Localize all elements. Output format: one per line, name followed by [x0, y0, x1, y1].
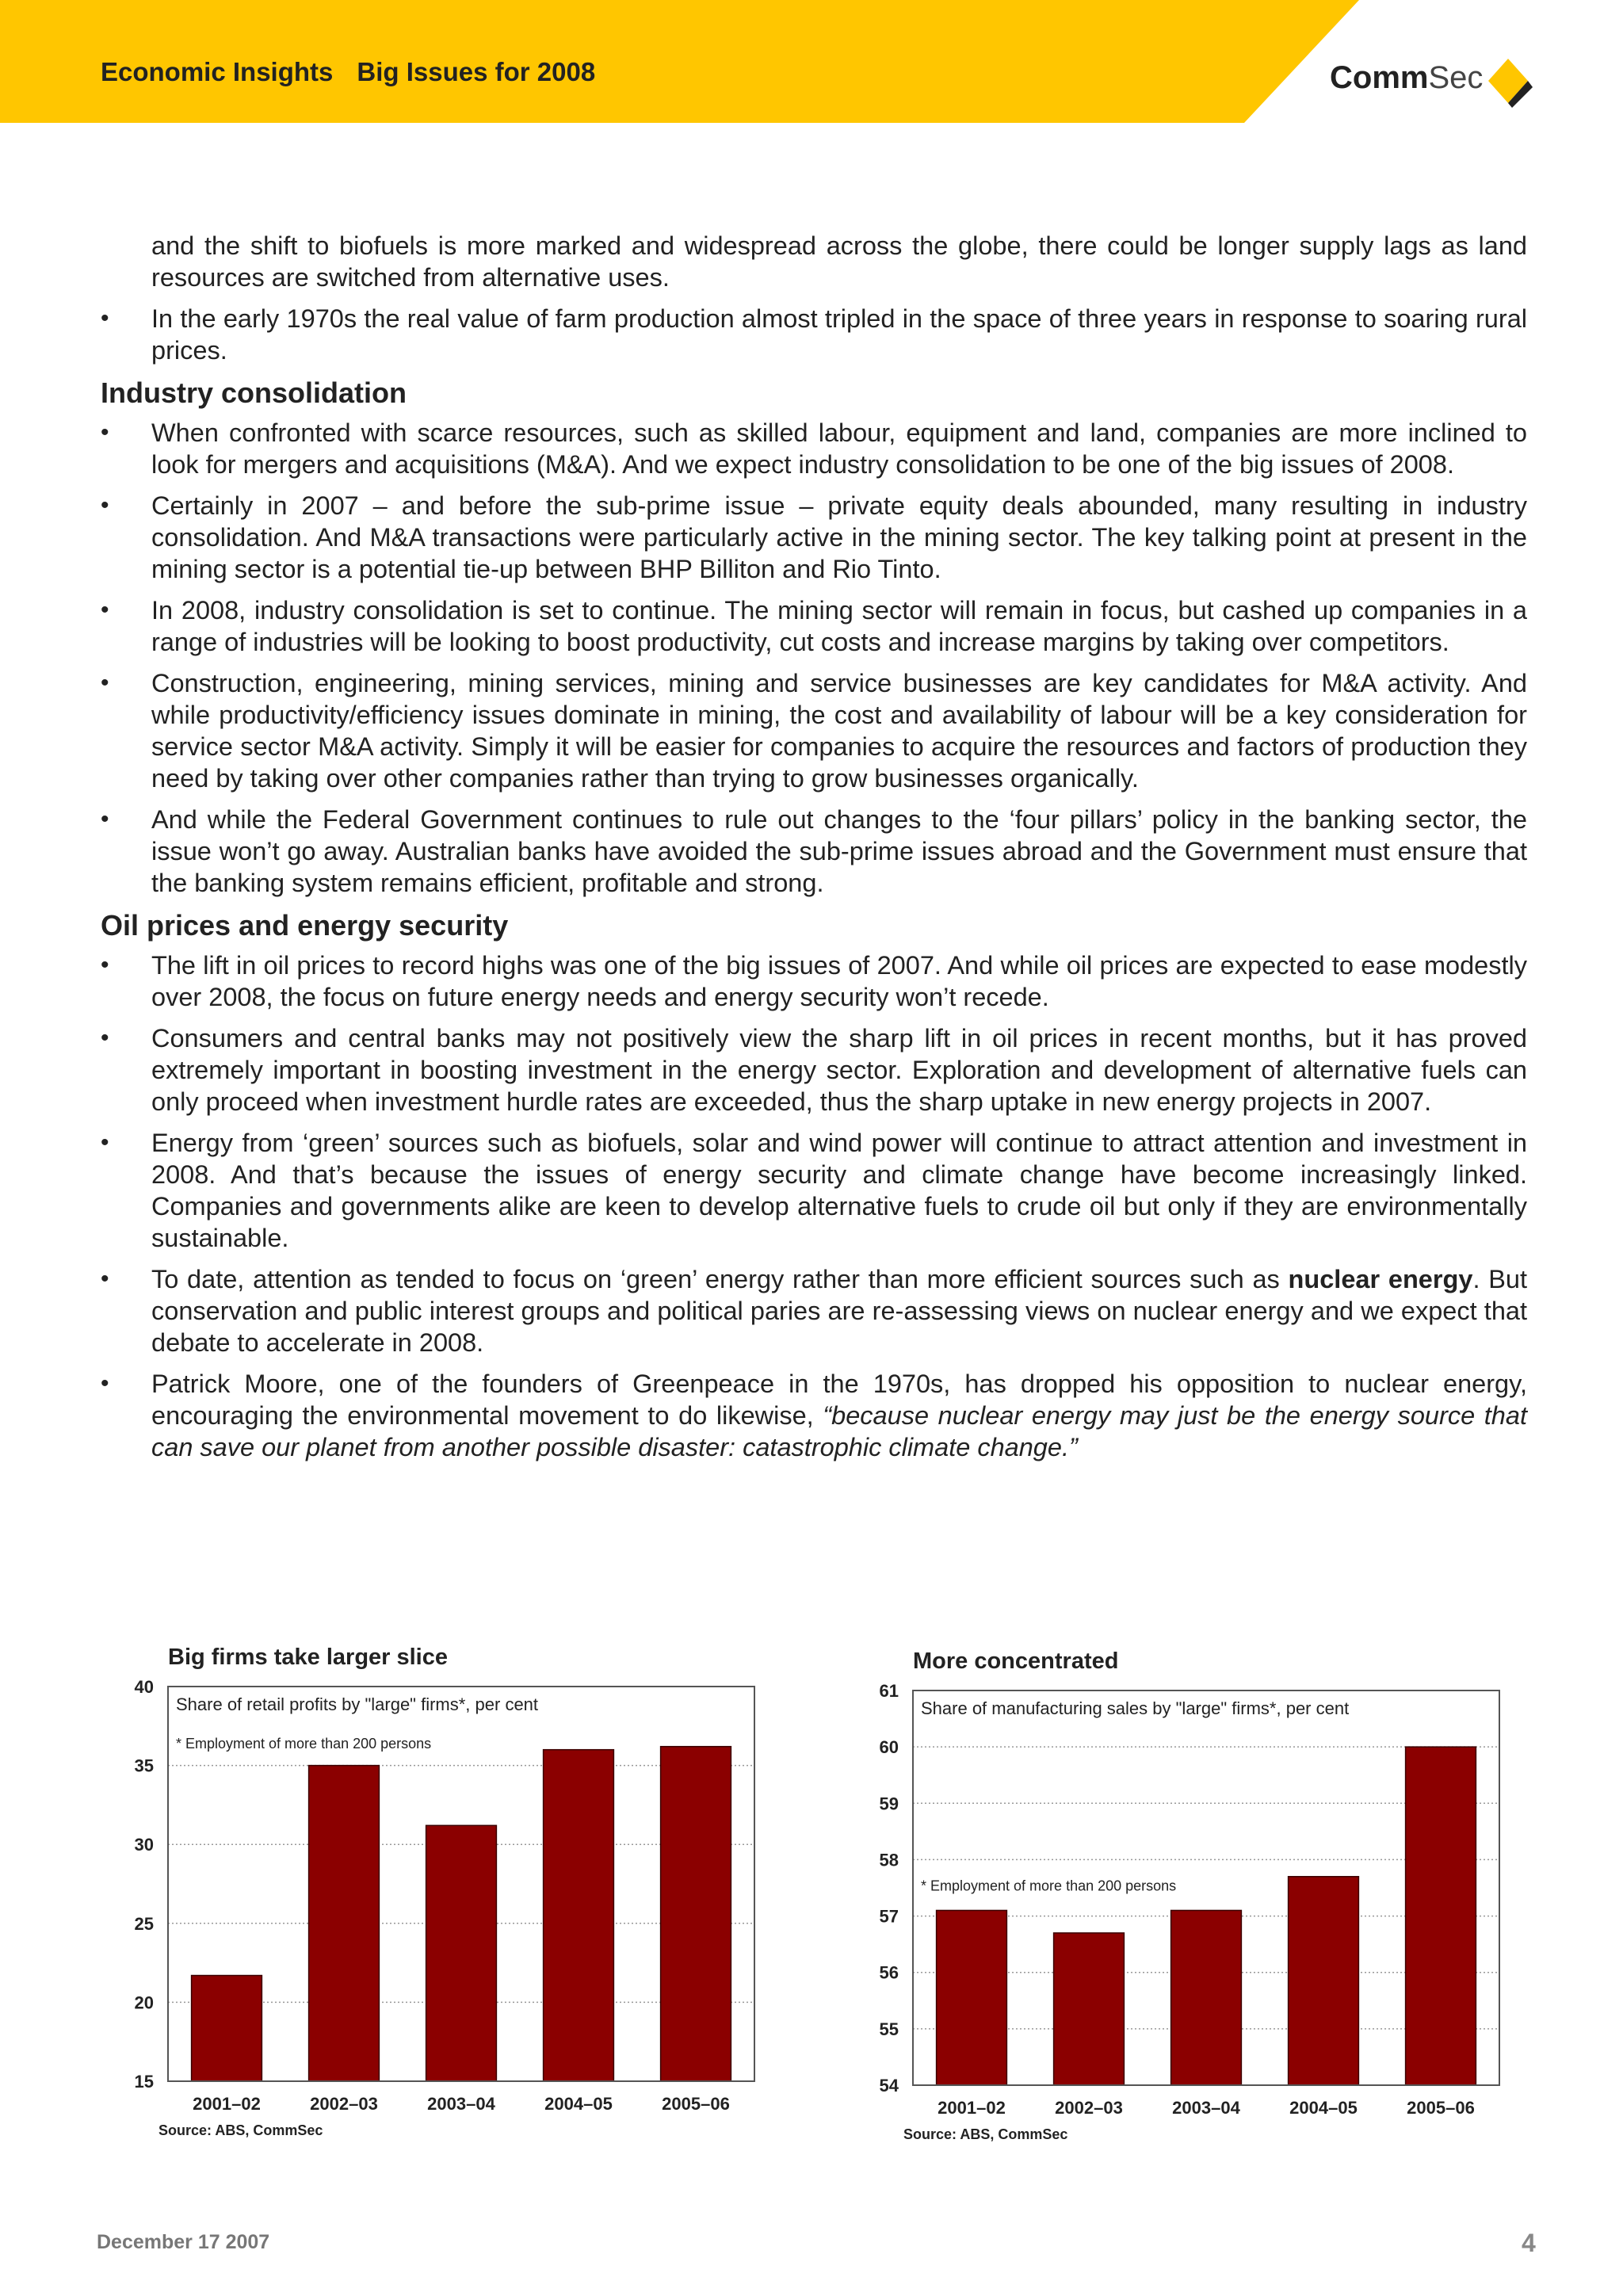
- chart-footnote: * Employment of more than 200 persons: [176, 1736, 432, 1752]
- list-item: • To date, attention as tended to focus on ‘green’ energy rather than more efficient sources such as nuclear energy. But conservation and public interest groups and political paries are re-assessing views on nuclear energy and we expect that debate to accelerate in 2008.: [101, 1265, 1527, 1357]
- chart-subtitle: Share of manufacturing sales by "large" firms*, per cent: [921, 1698, 1350, 1718]
- x-tick-label: 2002–03: [1055, 2098, 1123, 2118]
- x-tick-label: 2004–05: [1289, 2098, 1358, 2118]
- list-item: • Consumers and central banks may not positively view the sharp lift in oil prices in recent months, but it has proved extremely important in boosting investment in the energy sector. Exploration and development of alternative fuels can only proceed when investment hurdle rates are exceeded, thus the sharp uptake in new energy projects in 2007.: [101, 1024, 1527, 1116]
- bar: [1171, 1910, 1242, 2085]
- bar: [192, 1976, 262, 2081]
- list-item: • And while the Federal Government continues to rule out changes to the ‘four pillars’ policy in the banking sector, the issue won’t go away. Australian banks have avoided the sub-prime issues abroad and the Government must ensure that the banking system remains efficient, profitable and strong.: [101, 805, 1527, 897]
- chart-retail-profits: [119, 1641, 769, 2152]
- chart-title: Big firms take larger slice: [168, 1645, 448, 1670]
- bar: [544, 1750, 614, 2081]
- list-item: • In the early 1970s the real value of farm production almost tripled in the space of three years in response to soaring rural prices.: [101, 304, 1527, 365]
- x-tick-label: 2001–02: [193, 2094, 261, 2114]
- header-section: Economic Insights: [101, 57, 334, 86]
- chart-title: More concentrated: [913, 1648, 1119, 1674]
- list-item: • The lift in oil prices to record highs was one of the big issues of 2007. And while oil prices are expected to ease modestly over 2008, the focus on future energy needs and energy security won’t recede.: [101, 951, 1527, 1011]
- commsec-diamond-icon: [1480, 55, 1536, 111]
- x-tick-label: 2005–06: [1407, 2098, 1475, 2118]
- x-tick-label: 2004–05: [544, 2094, 613, 2114]
- y-tick-label: 35: [134, 1755, 154, 1776]
- y-tick-label: 58: [879, 1850, 899, 1870]
- bar: [1406, 1747, 1476, 2085]
- y-tick-label: 15: [134, 2072, 154, 2092]
- y-tick-label: 25: [134, 1913, 154, 1934]
- x-tick-label: 2002–03: [310, 2094, 378, 2114]
- header-title: [101, 57, 595, 87]
- y-tick-label: 20: [134, 1992, 154, 2013]
- chart-source: Source: ABS, CommSec: [903, 2126, 1068, 2142]
- section-heading-industry: Industry consolidation: [101, 376, 407, 409]
- chart-retail-profits-svg: [119, 1641, 769, 2148]
- bar: [309, 1766, 380, 2081]
- y-tick-label: 61: [879, 1681, 899, 1701]
- y-tick-label: 57: [879, 1906, 899, 1927]
- list-item: • Patrick Moore, one of the founders of Greenpeace in the 1970s, has dropped his opposition to nuclear energy, encouraging the environmental movement to do likewise, “because nuclear energy may just be the energy source that can save our planet from another possible disaster: catastrophic climate change.”: [101, 1370, 1527, 1461]
- chart-manufacturing-sales-svg: [864, 1645, 1522, 2152]
- bar: [426, 1825, 497, 2081]
- page-number: 4: [1522, 2229, 1536, 2257]
- y-tick-label: 40: [134, 1677, 154, 1697]
- y-tick-label: 30: [134, 1835, 154, 1855]
- footer-date: December 17 2007: [97, 2231, 270, 2253]
- list-item: • In 2008, industry consolidation is set to continue. The mining sector will remain in focus, but cashed up companies in a range of industries will be looking to boost productivity, cut costs and increase margins by taking over competitors.: [101, 596, 1527, 656]
- x-tick-label: 2003–04: [1172, 2098, 1240, 2118]
- bar: [937, 1910, 1007, 2085]
- y-tick-label: 59: [879, 1794, 899, 1814]
- bar: [661, 1747, 731, 2081]
- header-doc-title: Big Issues for 2008: [357, 57, 596, 86]
- x-tick-label: 2005–06: [662, 2094, 730, 2114]
- y-tick-label: 56: [879, 1962, 899, 1983]
- y-tick-label: 55: [879, 2019, 899, 2039]
- x-tick-label: 2001–02: [938, 2098, 1006, 2118]
- section-heading-oil: Oil prices and energy security: [101, 909, 509, 942]
- x-tick-label: 2003–04: [427, 2094, 495, 2114]
- bar: [1289, 1877, 1359, 2085]
- article-body: [101, 230, 1527, 1473]
- list-item: • Certainly in 2007 – and before the sub-prime issue – private equity deals abounded, many resulting in industry consolidation. And M&A transactions were particularly active in the mining sector. The key talking point at present in the mining sector is a potential tie-up between BHP Billiton and Rio Tinto.: [101, 491, 1527, 583]
- y-tick-label: 60: [879, 1737, 899, 1758]
- list-item: • When confronted with scarce resources, such as skilled labour, equipment and land, companies are more inclined to look for mergers and acquisitions (M&A). And we expect industry consolidation to be one of the big issues of 2008.: [101, 418, 1527, 479]
- list-item: • Energy from ‘green’ sources such as biofuels, solar and wind power will continue to attract attention and investment in 2008. And that’s because the issues of energy security and climate change have become increasingly linked. Companies and governments alike are keen to develop alternative fuels to crude oil but only if they are environmentally sustainable.: [101, 1129, 1527, 1252]
- page-header: [0, 0, 1623, 123]
- chart-subtitle: Share of retail profits by "large" firms*, per cent: [176, 1694, 539, 1714]
- chart-footnote: * Employment of more than 200 persons: [921, 1878, 1177, 1894]
- continued-paragraph: and the shift to biofuels is more marked and widespread across the globe, there could be longer supply lags as land resources are switched from alternative uses.: [151, 231, 1527, 292]
- bar: [1054, 1933, 1125, 2085]
- y-tick-label: 54: [879, 2076, 899, 2095]
- chart-manufacturing-sales: [864, 1645, 1522, 2156]
- chart-source: Source: ABS, CommSec: [158, 2122, 323, 2138]
- commsec-logo: CommSec: [1330, 60, 1484, 95]
- list-item: • Construction, engineering, mining services, mining and service businesses are key candidates for M&A activity. And while productivity/efficiency issues dominate in mining, the cost and availability of labour will be a key consideration for service sector M&A activity. Simply it will be easier for companies to acquire the resources and factors of production they need by taking over other companies rather than trying to grow businesses organically.: [101, 669, 1527, 793]
